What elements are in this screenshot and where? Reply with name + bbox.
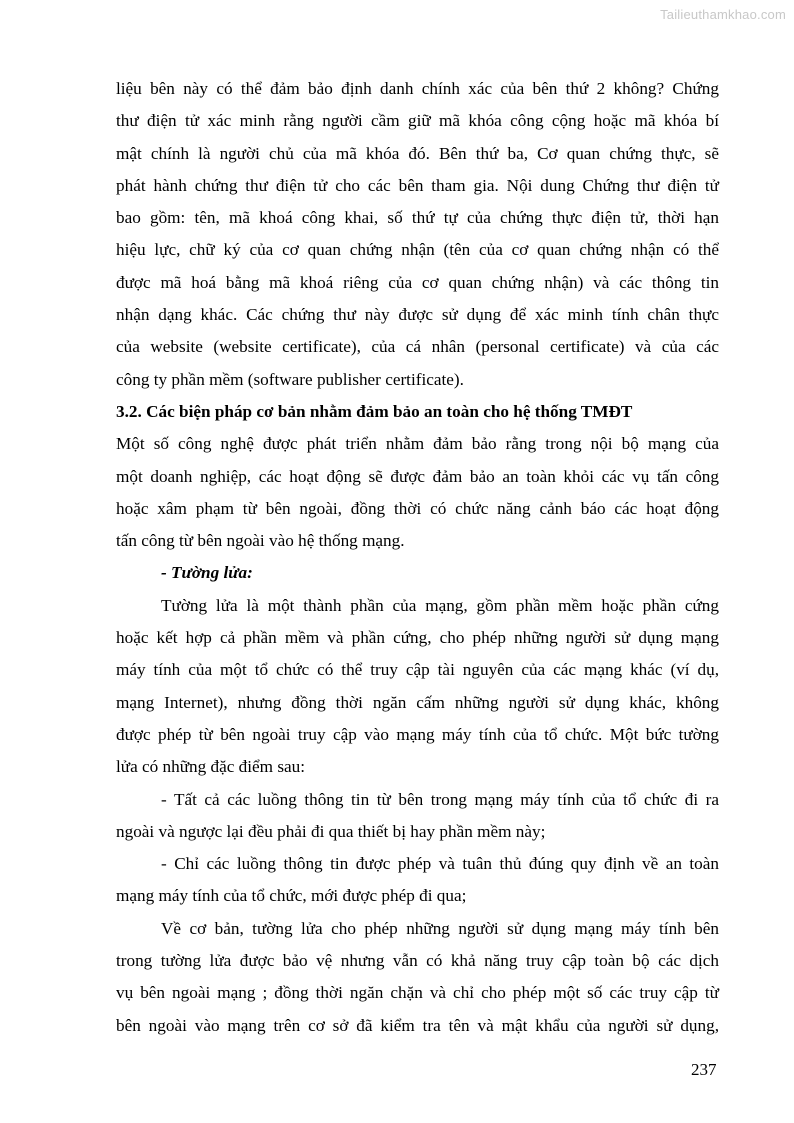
para-basic-line-4: bên ngoài vào mạng trên cơ sở đã kiểm tra tên và mật khẩu của người sử dụng,: [116, 1015, 719, 1035]
para-intro-line-3: hoặc xâm phạm từ bên ngoài, đồng thời có chức năng cảnh báo các hoạt động: [116, 498, 719, 518]
para-intro-line-1: Một số công nghệ được phát triển nhằm đảm bảo rằng trong nội bộ mạng của: [116, 434, 719, 454]
para-firewall-line-2: hoặc kết hợp cả phần mềm và phần cứng, cho phép những người sử dụng mạng: [116, 628, 719, 648]
para-cert-line-8: nhận dạng khác. Các chứng thư này được sử dụng để xác minh tính chân thực: [116, 305, 719, 325]
para-firewall-line-1: Tường lửa là một thành phần của mạng, gồm phần mềm hoặc phần cứng: [161, 595, 719, 615]
bullet-2-line-1: - Chỉ các luồng thông tin được phép và tuân thủ đúng quy định về an toàn: [161, 854, 719, 874]
para-intro-line-4: tấn công từ bên ngoài vào hệ thống mạng.: [116, 531, 405, 551]
para-intro-line-2: một doanh nghiệp, các hoạt động sẽ được đảm bảo an toàn khỏi các vụ tấn công: [116, 466, 719, 486]
bullet-2-line-2: mạng máy tính của tổ chức, mới được phép đi qua;: [116, 886, 467, 906]
para-firewall-line-3: máy tính của một tổ chức có thể truy cập tài nguyên của các mạng khác (ví dụ,: [116, 660, 719, 680]
para-cert-line-5: bao gồm: tên, mã khoá công khai, số thứ tự của chứng thực điện tử, thời hạn: [116, 208, 719, 228]
bullet-1-line-2: ngoài và ngược lại đều phải đi qua thiết bị hay phần mềm này;: [116, 821, 546, 841]
para-cert-line-7: được mã hoá bằng mã khoá riêng của cơ quan chứng nhận) và các thông tin: [116, 272, 719, 292]
section-heading-3-2: 3.2. Các biện pháp cơ bản nhằm đảm bảo an toàn cho hệ thống TMĐT: [116, 401, 633, 421]
bullet-1-line-1: - Tất cả các luồng thông tin từ bên trong mạng máy tính của tổ chức đi ra: [161, 789, 719, 809]
para-basic-line-1: Về cơ bản, tường lửa cho phép những người sử dụng mạng máy tính bên: [161, 918, 719, 938]
para-firewall-line-5: được phép từ bên ngoài truy cập vào mạng máy tính của tổ chức. Một bức tường: [116, 724, 719, 744]
para-cert-line-2: thư điện tử xác minh rằng người cầm giữ mã khóa công cộng hoặc mã khóa bí: [116, 111, 719, 131]
watermark-text: Tailieuthamkhao.com: [660, 7, 786, 22]
para-cert-line-4: phát hành chứng thư điện tử cho các bên tham gia. Nội dung Chứng thư điện tử: [116, 175, 719, 195]
para-cert-line-10: công ty phần mềm (software publisher certificate).: [116, 369, 464, 389]
para-cert-line-1: liệu bên này có thể đảm bảo định danh chính xác của bên thứ 2 không? Chứng: [116, 79, 719, 98]
para-basic-line-2: trong tường lửa được bảo vệ nhưng vẫn có khả năng truy cập toàn bộ các dịch: [116, 951, 719, 971]
para-firewall-line-4: mạng Internet), nhưng đồng thời ngăn cấm những người sử dụng khác, không: [116, 692, 719, 712]
para-cert-line-3: mật chính là người chủ của mã khóa đó. Bên thứ ba, Cơ quan chứng thực, sẽ: [116, 143, 719, 163]
para-cert-line-6: hiệu lực, chữ ký của cơ quan chứng nhận (tên của cơ quan chứng nhận có thể: [116, 240, 719, 260]
para-cert-line-9: của website (website certificate), của cá nhân (personal certificate) và của các: [116, 337, 719, 357]
para-firewall-line-6: lửa có những đặc điểm sau:: [116, 757, 306, 777]
document-body: [116, 73, 719, 1042]
subheading-firewall: - Tường lửa:: [161, 563, 253, 583]
para-basic-line-3: vụ bên ngoài mạng ; đồng thời ngăn chặn và chỉ cho phép một số các truy cập từ: [116, 983, 719, 1003]
page-number: 237: [691, 1060, 717, 1079]
